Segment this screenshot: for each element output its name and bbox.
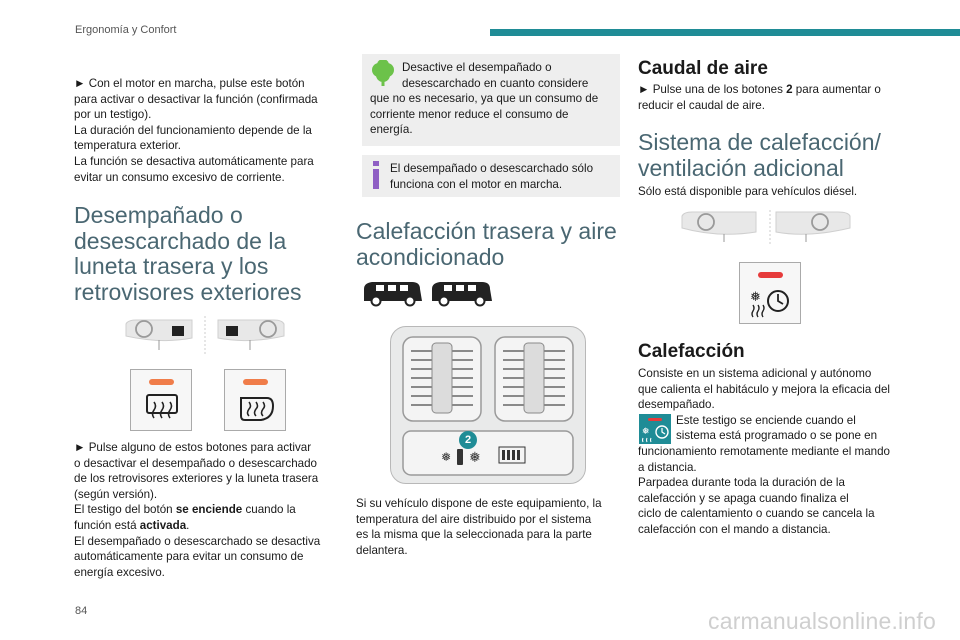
diesel-only-text: Sólo está disponible para vehículos diésel. xyxy=(638,185,858,198)
vehicle-silhouettes-icon xyxy=(362,279,494,307)
indicator-led xyxy=(243,379,268,385)
heading-rear-heating: Calefacción trasera y aire acondicionado xyxy=(356,218,617,270)
heating-paragraph: Consiste en un sistema adicional y autónomo que calienta el habitáculo y mejora la eficacia del desempañado. Este testigo se enciende cuando el sistema está programado o se pone en funcionamiento remotamente mediante el mando a distancia. Parpadea durante toda la duración de la calefacción y se apaga cuando finaliza el ciclo de calentamiento o cuando se cancela la calefacción con el mando a distancia. xyxy=(638,367,890,536)
heating-indicator-icon xyxy=(639,414,671,444)
mirror-defrost-icon xyxy=(237,392,277,424)
header-accent-bar xyxy=(490,29,960,36)
heading-defrost-rear: Desempañado o desescarchado de la luneta trasera y los retrovisores exteriores xyxy=(74,202,302,305)
svg-text:❅: ❅ xyxy=(642,427,650,437)
eco-leaf-icon xyxy=(370,60,396,88)
heading-air-flow: Caudal de aire xyxy=(638,58,768,79)
svg-text:❅: ❅ xyxy=(441,450,452,464)
heading-additional-heating: Sistema de calefacción/ ventilación adicional xyxy=(638,129,881,181)
dashboard-layout-illustration-2 xyxy=(678,208,854,248)
watermark: carmanualsonline.info xyxy=(708,608,936,634)
intro-paragraph: ► Con el motor en marcha, pulse este botón para activar o desactivar la función (confirmada por un testigo). La duración del funcionamiento depende de la temperatura exterior. La función se desactiva automáticamente para evitar un consumo excesivo de corriente. xyxy=(74,77,318,184)
eco-note: Desactive el desempañado o desescarchado en cuanto considere que no es necesario, ya que un consumo de corriente menor reduce el consumo de energía. xyxy=(362,54,620,146)
indicator-led xyxy=(149,379,174,385)
air-flow-paragraph: ► Pulse una de los botones 2 para aumentar o reducir el caudal de aire. xyxy=(638,83,881,112)
heating-timer-icon xyxy=(749,285,791,319)
rear-defrost-icon xyxy=(143,392,181,422)
additional-heating-button[interactable] xyxy=(739,262,801,324)
rear-heating-paragraph: Si su vehículo dispone de este equipamiento, la temperatura del aire distribuido por el sistema es la misma que la seleccionada para la parte delantera. xyxy=(356,497,602,557)
vent-callout-badge: 2 xyxy=(459,431,477,449)
indicator-led xyxy=(758,272,783,278)
page-number: 84 xyxy=(75,605,88,617)
defrost-body-paragraph: ► Pulse alguno de estos botones para activar o desactivar el desempañado o desescarchado de los retrovisores exteriores y la luneta trasera (según versión). El testigo del botón se enciende cuando la función está activada. El desempañado o desescarchado se desactiva automáticamente para evitar un consumo de energía excesivo. xyxy=(74,441,321,579)
dashboard-layout-illustration xyxy=(122,314,288,356)
info-icon xyxy=(370,161,384,189)
svg-text:❅: ❅ xyxy=(750,290,761,305)
header-section-title: Ergonomía y Confort xyxy=(75,24,177,36)
mirror-defrost-button[interactable] xyxy=(224,369,286,431)
svg-text:❅: ❅ xyxy=(469,450,481,466)
rear-window-defrost-button[interactable] xyxy=(130,369,192,431)
info-note: El desempañado o desescarchado sólo funciona con el motor en marcha. xyxy=(362,155,620,197)
rear-vent-panel-illustration xyxy=(390,326,586,484)
heading-heating: Calefacción xyxy=(638,341,745,362)
